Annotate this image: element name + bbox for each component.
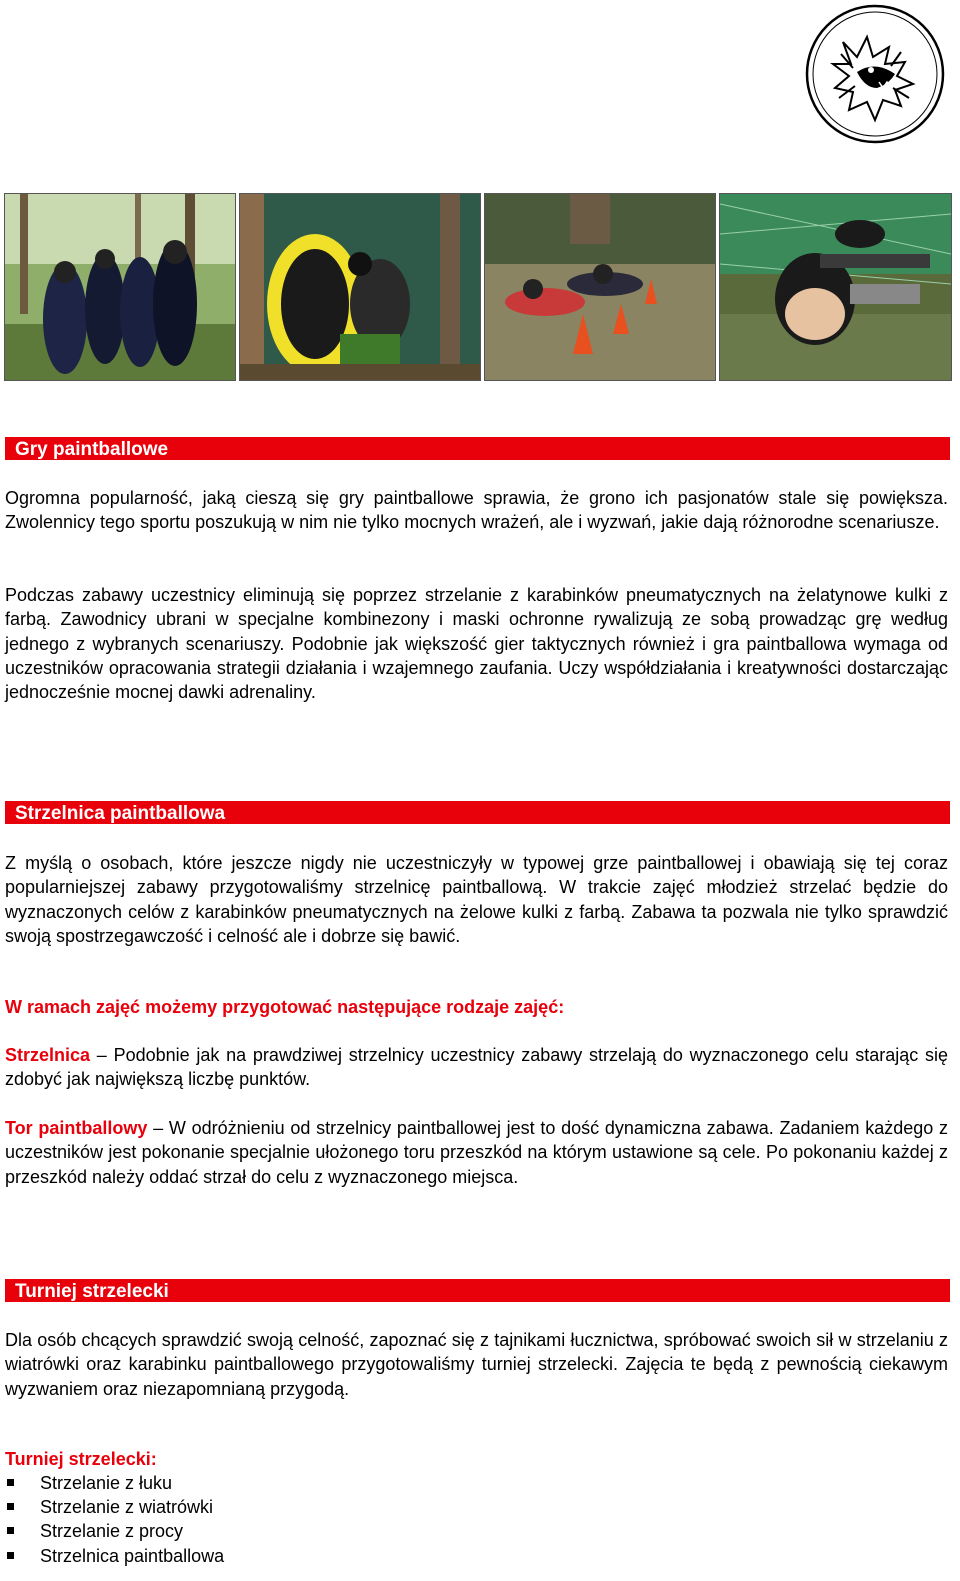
activity-description: – W odróżnieniu od strzelnicy paintballowej jest to dość dynamiczna zabawa. Zadaniem każdego z uczestników jest pokonanie specjalnie ułożonego toru przeszkód na którym ustawione są cele. Po pokonaniu każdej z przeszkód należy oddać strzał do celu z wyznaczonego miejsca. [5, 1118, 949, 1187]
activity-term: Strzelnica [5, 1045, 91, 1065]
section-title-gry-paintballowe: Gry paintballowe [5, 436, 950, 460]
black-wolf-logo [805, 2, 945, 146]
tournament-list [5, 1471, 224, 1568]
photo-strip [4, 193, 952, 381]
gameplay-paragraph: Podczas zabawy uczestnicy eliminują się poprzez strzelanie z karabinków pneumatycznych na żelatynowe kulki z farbą. Zawodnicy ubrani w specjalne kombinezony i maski ochronne rywalizują ze sobą prowadząc grę według jednego z wybranych scenariuszy. Podobnie jak większość gier taktycznych również i gra paintballowa wymaga od uczestników opracowania strategii działania i wzajemnego zaufania. Uczy współdziałania i kreatywności dostarczając jednocześnie mocnej dawki adrenaliny. [5, 585, 948, 703]
photo-player-aiming-closeup [719, 193, 952, 381]
activity-term: Tor paintballowy [5, 1118, 148, 1138]
shooting-range-paragraph: Z myślą o osobach, które jeszcze nigdy nie uczestniczyły w typowej grze paintballowej i obawiają się tej coraz popularniejszej zabawy przygotowaliśmy strzelnicę paintballową. W trakcie zajęć młodzież strzelać będzie do wyznaczonych celów z karabinków pneumatycznych na żelowe kulki z farbą. Zabawa ta pozwala nie tylko sprawdzić swoją spostrzegawczość i celność ale i dobrze się bawić. [5, 853, 948, 946]
section-title-turniej: Turniej strzelecki [5, 1278, 950, 1302]
photo-players-in-forest [4, 193, 236, 381]
photo-player-behind-inflatable [239, 193, 481, 381]
activity-tor-paintballowy [5, 1116, 948, 1189]
section-title-strzelnica: Strzelnica paintballowa [5, 800, 950, 824]
activities-heading: W ramach zajęć możemy przygotować następujące rodzaje zajęć: [5, 997, 565, 1017]
tournament-paragraph: Dla osób chcących sprawdzić swoją celność, zapoznać się z tajnikami łucznictwa, spróbować swoich sił w strzelaniu z wiatrówki oraz karabinku paintballowego przygotowaliśmy turniej strzelecki. Zajęcia te będą z pewnością ciekawym wyzwaniem oraz niezapomnianą przygodą. [5, 1330, 948, 1399]
list-item: Strzelanie z łuku [5, 1471, 224, 1495]
activity-description: – Podobnie jak na prawdziwej strzelnicy uczestnicy zabawy strzelają do wyznaczonego celu starając się zdobyć jak największą liczbę punktów. [5, 1045, 948, 1090]
tournament-list-heading: Turniej strzelecki: [5, 1449, 157, 1469]
list-item: Strzelanie z wiatrówki [5, 1495, 224, 1519]
intro-paragraph: Ogromna popularność, jaką cieszą się gry paintballowe sprawia, że grono ich pasjonatów stale się powiększa. Zwolennicy tego sportu poszukują w nim nie tylko mocnych wrażeń, ale i wyzwań, jakie dają różnorodne scenariusze. [5, 488, 948, 533]
photo-players-prone-with-cones [484, 193, 716, 381]
list-item: Strzelnica paintballowa [5, 1544, 224, 1568]
activity-strzelnica [5, 1043, 948, 1092]
list-item: Strzelanie z procy [5, 1519, 224, 1543]
